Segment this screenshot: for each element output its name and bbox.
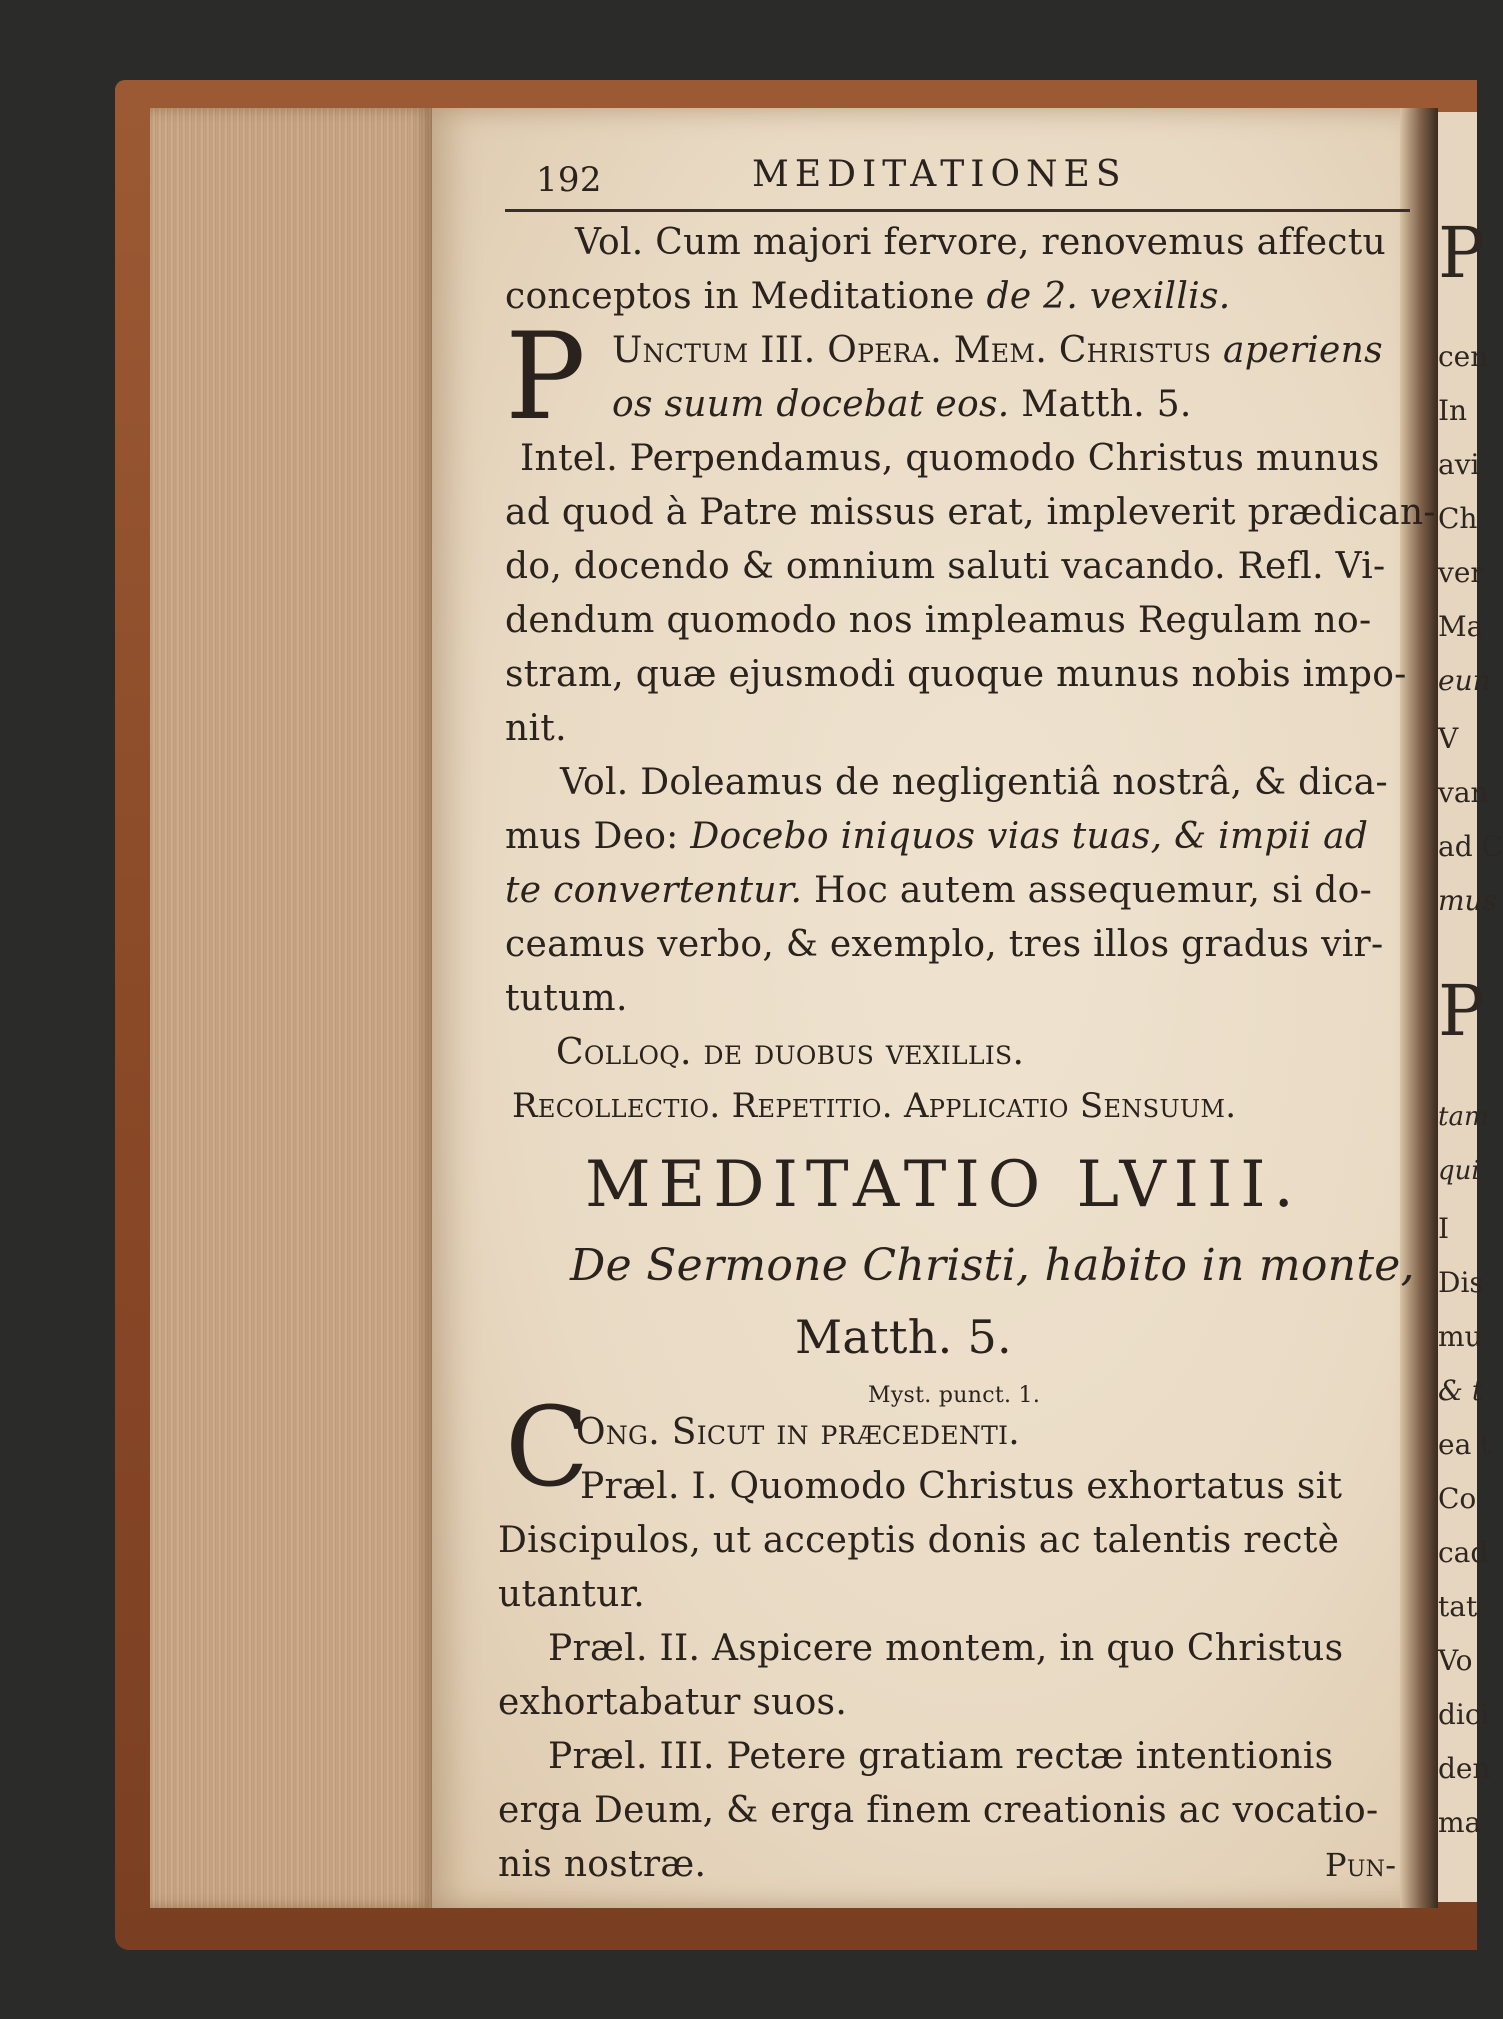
- text-line: ad quod à Patre missus erat, impleverit prædican-: [505, 492, 1436, 533]
- facing-fragment: Dis: [1438, 1266, 1484, 1299]
- text-line: Intel. Perpendamus, quomodo Christus munus: [520, 438, 1380, 479]
- facing-fragment: dici: [1438, 1698, 1490, 1731]
- drop-cap: C: [505, 1383, 590, 1511]
- scripture-reference: Matth. 5.: [795, 1310, 1012, 1364]
- running-title: MEDITATIONES: [752, 154, 1127, 195]
- facing-fragment: Vo: [1438, 1644, 1473, 1677]
- text-line: tutum.: [505, 978, 628, 1019]
- facing-fragment: ad C: [1438, 830, 1503, 863]
- facing-fragment: ma: [1438, 1806, 1482, 1839]
- text-line: nis nostræ.: [498, 1844, 707, 1885]
- text-line: erga Deum, & erga finem creationis ac vocatio-: [498, 1790, 1379, 1831]
- facing-fragment: P: [1438, 970, 1486, 1052]
- facing-fragment: Ch: [1438, 502, 1478, 535]
- text-line: ceamus verbo, & exemplo, tres illos gradus vir-: [505, 924, 1384, 965]
- text-line: stram, quæ ejusmodi quoque munus nobis impo-: [505, 654, 1407, 695]
- drop-cap: P: [505, 308, 586, 447]
- meditation-subtitle: De Sermone Christi, habito in monte,: [570, 1240, 1415, 1291]
- text-line: te convertentur. Hoc autem assequemur, si do-: [505, 870, 1373, 911]
- text-line: Colloq. de duobus vexillis.: [556, 1032, 1025, 1073]
- text-line: os suum docebat eos. Matth. 5.: [612, 384, 1192, 425]
- facing-fragment: cad: [1438, 1536, 1489, 1569]
- page-number: 192: [536, 160, 602, 200]
- facing-fragment: In: [1438, 394, 1468, 427]
- header-rule: [505, 209, 1410, 212]
- facing-fragment: den: [1438, 1752, 1491, 1785]
- text-line: exhortabatur suos.: [498, 1682, 848, 1723]
- facing-fragment: mus: [1438, 884, 1497, 917]
- text-line: Ong. Sicut in præcedenti.: [576, 1412, 1021, 1453]
- book-gutter: [1400, 108, 1438, 1908]
- facing-fragment: avi: [1438, 448, 1480, 481]
- text-line: utantur.: [498, 1574, 646, 1615]
- text-line: Præl. I. Quomodo Christus exhortatus sit: [580, 1466, 1343, 1507]
- text-line: Vol. Doleamus de negligentiâ nostrâ, & dica-: [560, 762, 1388, 803]
- text-line: Præl. II. Aspicere montem, in quo Christus: [548, 1628, 1344, 1669]
- facing-fragment: & t: [1438, 1374, 1484, 1407]
- text-line: mus Deo: Docebo iniquos vias tuas, & impii ad: [505, 816, 1369, 857]
- text-line: nit.: [505, 708, 567, 749]
- text-line: Unctum III. Opera. Mem. Christus aperiens: [612, 330, 1383, 371]
- facing-fragment: I: [1438, 1212, 1450, 1245]
- facing-fragment: qui: [1438, 1156, 1480, 1186]
- meditation-title: MEDITATIO LVIII.: [585, 1148, 1302, 1222]
- facing-fragment: tam: [1438, 1102, 1489, 1132]
- facing-fragment: P: [1438, 212, 1486, 294]
- facing-fragment: eun: [1438, 664, 1491, 697]
- catchword: Pun-: [1325, 1846, 1397, 1884]
- facing-fragment: ver: [1438, 556, 1484, 589]
- mystery-label: Myst. punct. 1.: [868, 1383, 1041, 1408]
- facing-fragment: V: [1438, 722, 1459, 755]
- facing-fragment: tat: [1438, 1590, 1478, 1623]
- text-line: dendum quomodo nos impleamus Regulam no-: [505, 600, 1372, 641]
- facing-fragment: mu: [1438, 1320, 1483, 1353]
- facing-page-fragment: [1438, 112, 1503, 1902]
- text-line: Vol. Cum majori fervore, renovemus affectu: [575, 222, 1387, 263]
- facing-fragment: Ma: [1438, 610, 1484, 643]
- text-line: do, docendo & omnium saluti vacando. Refl. Vi-: [505, 546, 1386, 587]
- facing-fragment: cen: [1438, 340, 1489, 373]
- facing-fragment: van: [1438, 776, 1489, 809]
- facing-fragment: ea t: [1438, 1428, 1492, 1461]
- text-line: Recollectio. Repetitio. Applicatio Sensuum.: [512, 1086, 1237, 1126]
- text-line: conceptos in Meditatione de 2. vexillis.: [505, 276, 1231, 317]
- page-edges: [150, 108, 432, 1908]
- text-line: Præl. III. Petere gratiam rectæ intentionis: [548, 1736, 1334, 1777]
- text-line: Discipulos, ut acceptis donis ac talentis rectè: [498, 1520, 1340, 1561]
- facing-fragment: Co: [1438, 1482, 1477, 1515]
